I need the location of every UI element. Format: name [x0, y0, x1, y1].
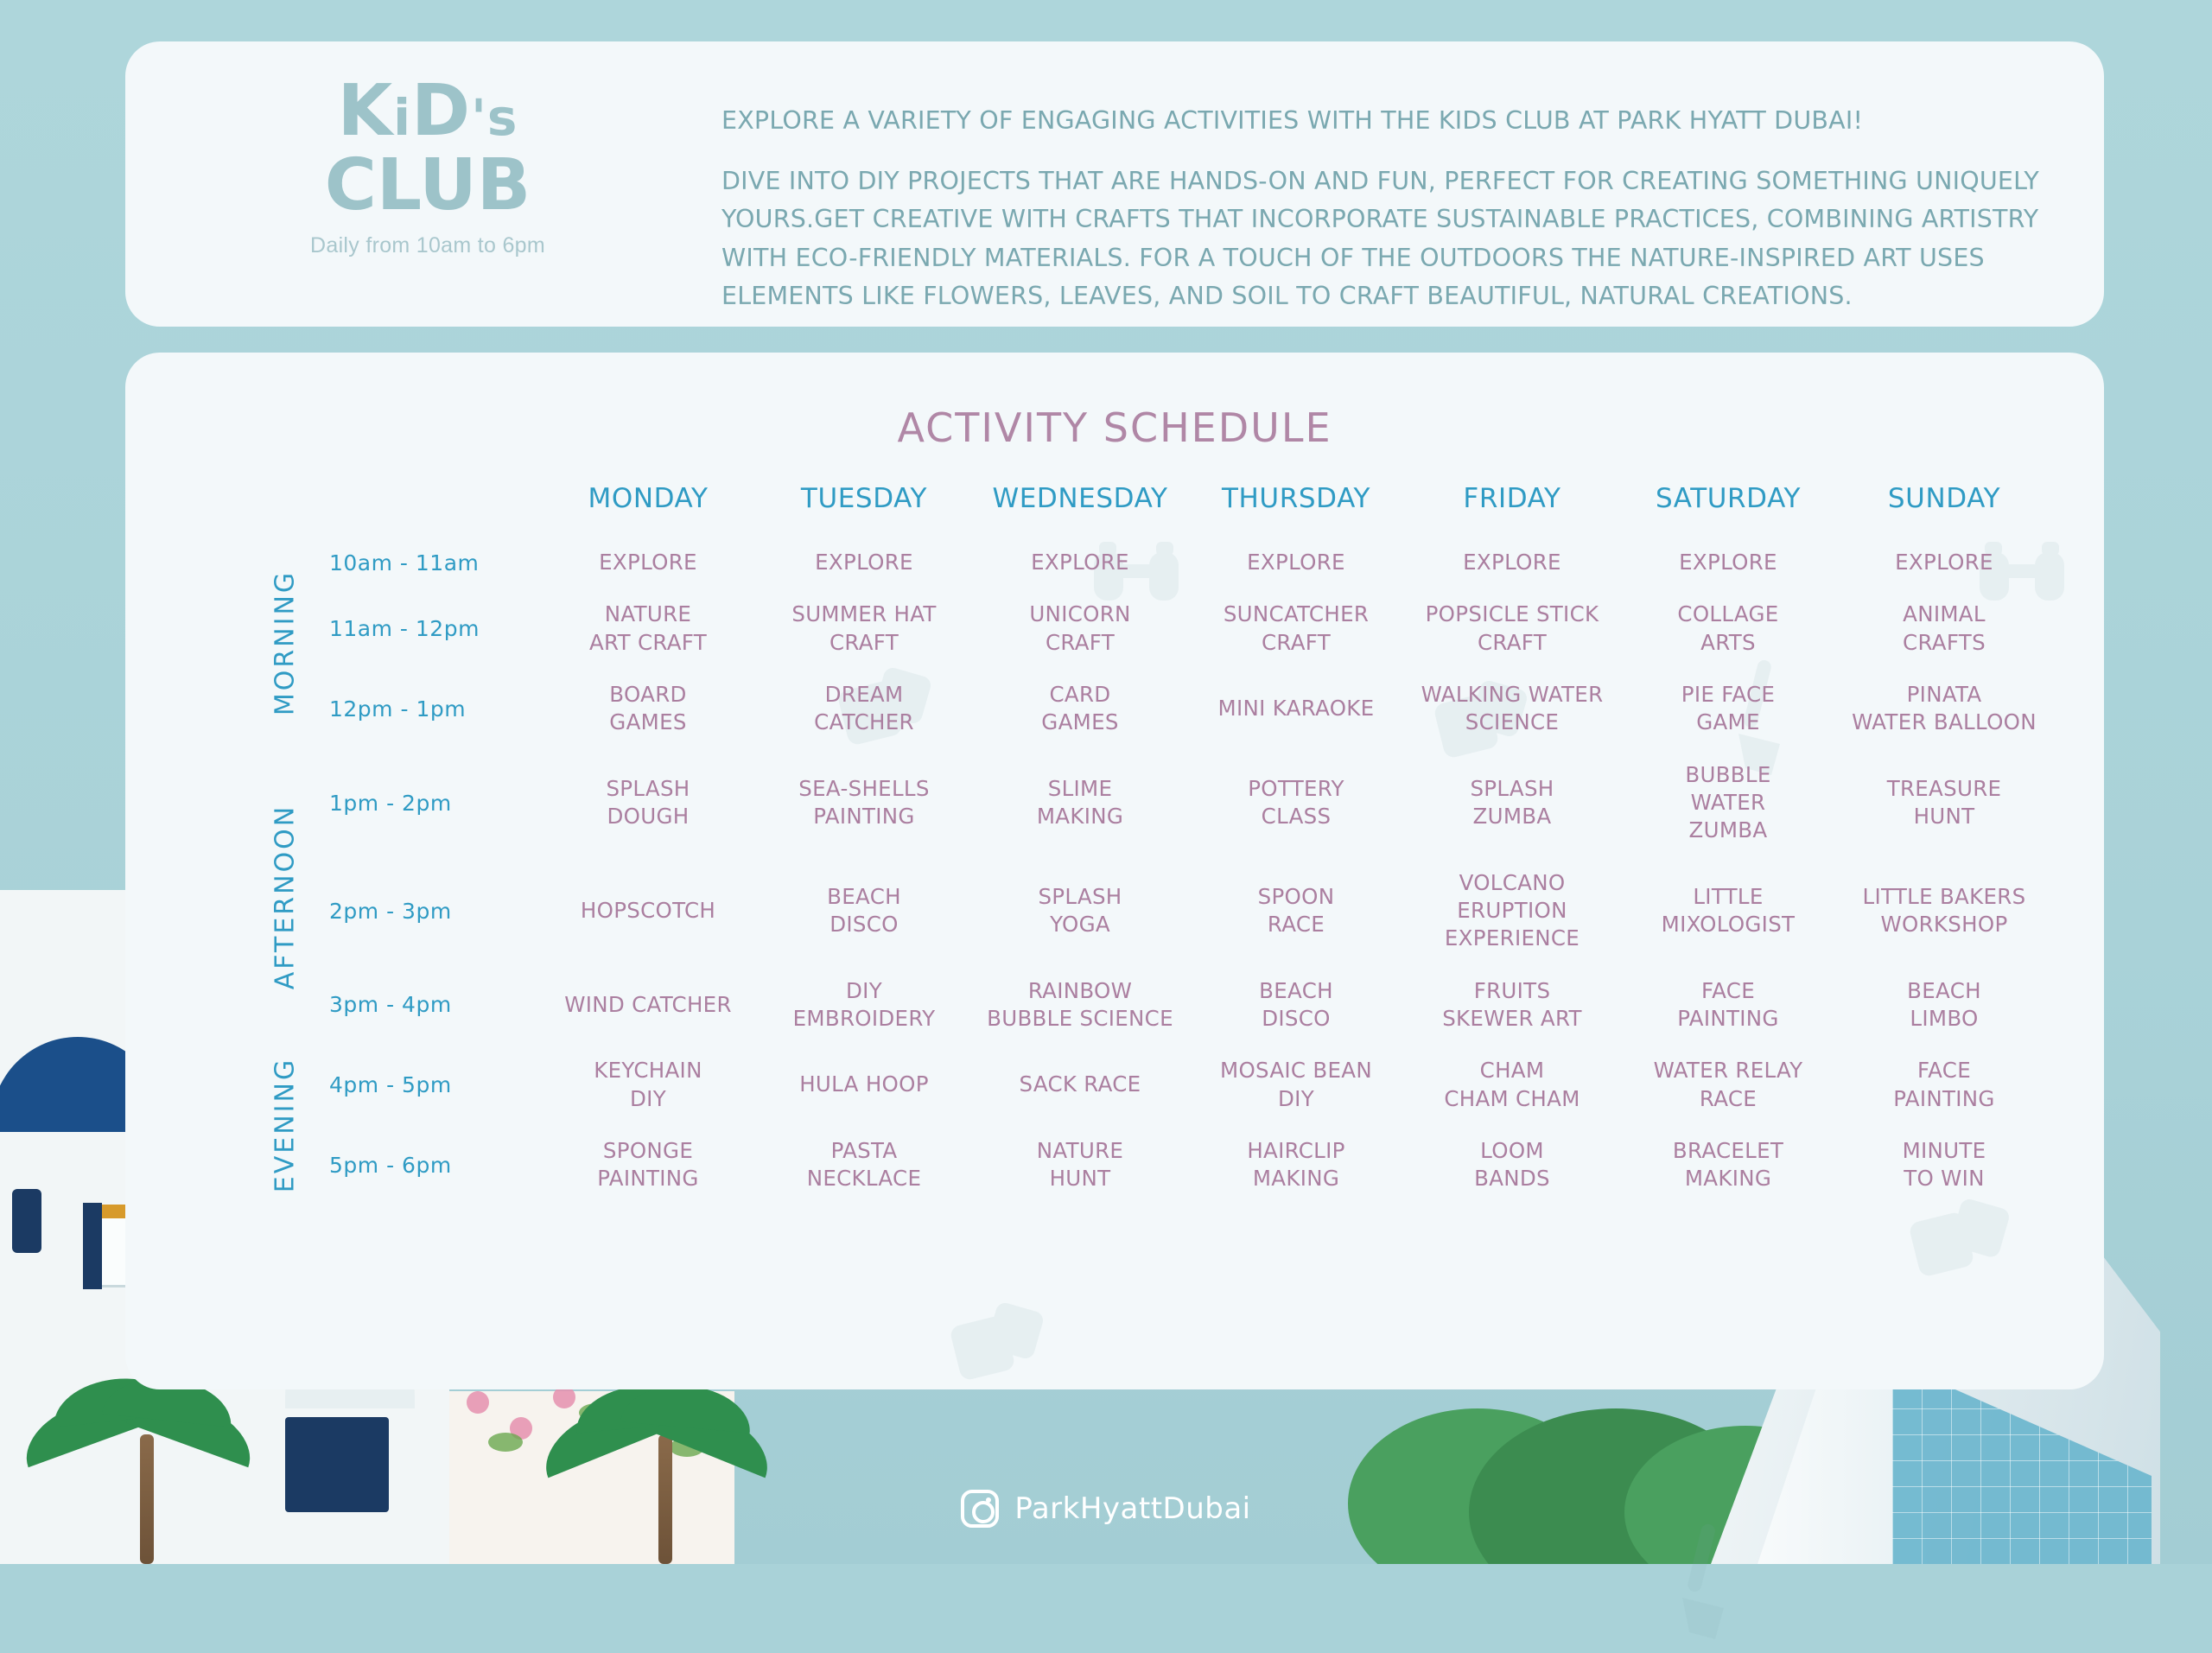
activity-cell: COLLAGE ARTS: [1677, 601, 1779, 655]
day-header-friday: FRIDAY: [1463, 483, 1561, 514]
activity-cell: CHAM CHAM CHAM: [1444, 1058, 1580, 1111]
day-header-saturday: SATURDAY: [1655, 483, 1802, 514]
time-slot: 1pm - 2pm: [329, 790, 452, 816]
activity-cell: ANIMAL CRAFTS: [1903, 601, 1986, 655]
time-slot: 12pm - 1pm: [329, 696, 467, 722]
table-row: [255, 1045, 2052, 1125]
header-intro-text: EXPLORE A VARIETY OF ENGAGING ACTIVITIES WITH THE KIDS CLUB AT PARK HYATT DUBAI!: [721, 106, 1864, 135]
activity-cell: NATURE HUNT: [1036, 1137, 1124, 1192]
header-card: [125, 41, 2104, 327]
time-slot: 4pm - 5pm: [329, 1072, 452, 1098]
activity-cell: PASTA NECKLACE: [806, 1137, 922, 1192]
activity-cell: SEA-SHELLS PAINTING: [798, 775, 930, 830]
activity-cell: MINI KARAOKE: [1217, 696, 1375, 722]
activity-cell: MOSAIC BEAN DIY: [1220, 1058, 1372, 1111]
header-body-text: DIVE INTO DIY PROJECTS THAT ARE HANDS-ON AND FUN, PERFECT FOR CREATING SOMETHING UNIQUELY YOURS.GET CREATIVE WITH CRAFTS THAT INCORPORATE SUSTAINABLE PRACTICES, COMBINING ARTISTRY WITH ECO-FRIENDLY MATERIALS. FOR A TOUCH OF THE OUTDOORS THE NATURE-INSPIRED ART USES ELEMENTS LIKE FLOWERS, LEAVES, AND SOIL TO CRAFT BEAUTIFUL, NATURAL CREATIONS.: [721, 167, 2040, 310]
activity-cell: DREAM CATCHER: [814, 681, 914, 735]
activity-cell: DIY EMBROIDERY: [792, 977, 936, 1031]
kids-club-logo: [264, 70, 592, 258]
activity-cell: MINUTE TO WIN: [1902, 1137, 1986, 1192]
activity-cell: PINATA WATER BALLOON: [1852, 681, 2037, 735]
activity-cell: SPLASH DOUGH: [606, 775, 690, 830]
schedule-grid: [255, 482, 2052, 1329]
shutter-frame: [83, 1203, 102, 1289]
day-header-thursday: THURSDAY: [1221, 483, 1370, 514]
activity-cell: FACE PAINTING: [1677, 977, 1779, 1031]
activity-cell: PIE FACE GAME: [1681, 681, 1776, 735]
time-slot: 3pm - 4pm: [329, 992, 452, 1018]
day-header-wednesday: WEDNESDAY: [992, 483, 1168, 514]
window: [12, 1189, 41, 1253]
logo-line-1: KiD's: [337, 70, 518, 152]
rail-label-evening: EVENING: [270, 1057, 301, 1193]
activity-cell: EXPLORE: [1031, 550, 1129, 575]
instagram-icon[interactable]: [961, 1490, 999, 1528]
activity-cell: POPSICLE STICK CRAFT: [1425, 601, 1599, 655]
activity-cell: NATURE ART CRAFT: [589, 601, 707, 655]
time-slot: 11am - 12pm: [329, 616, 480, 642]
rail-evening: [255, 1045, 315, 1205]
activity-cell: SUNCATCHER CRAFT: [1223, 601, 1370, 655]
rail-header: [255, 482, 315, 537]
table-header-row: [255, 482, 2052, 537]
table-row: [255, 588, 2052, 669]
activity-cell: BUBBLE WATER ZUMBA: [1685, 761, 1771, 843]
instagram-handle[interactable]: ParkHyattDubai: [1014, 1491, 1251, 1526]
time-column-header: [315, 482, 540, 537]
rail-afternoon: [255, 749, 315, 1046]
activity-cell: SPLASH ZUMBA: [1470, 775, 1554, 830]
activity-cell: SPOON RACE: [1257, 883, 1335, 938]
table-row: [255, 669, 2052, 749]
table-row: [255, 965, 2052, 1046]
day-header-tuesday: TUESDAY: [800, 483, 928, 514]
time-slot: 2pm - 3pm: [329, 898, 452, 924]
table-row: [255, 857, 2052, 965]
activity-cell: FRUITS SKEWER ART: [1442, 977, 1582, 1031]
activity-cell: CARD GAMES: [1041, 681, 1119, 735]
activity-cell: FACE PAINTING: [1893, 1058, 1995, 1111]
activity-cell: UNICORN CRAFT: [1029, 601, 1131, 655]
schedule-table: [255, 482, 2052, 1205]
activity-cell: BEACH LIMBO: [1907, 977, 1981, 1031]
activity-cell: SACK RACE: [1019, 1071, 1141, 1097]
activity-cell: HOPSCOTCH: [580, 897, 716, 923]
activity-cell: EXPLORE: [1679, 550, 1777, 575]
activity-cell: BEACH DISCO: [1259, 977, 1333, 1031]
table-row: [255, 749, 2052, 857]
day-header-sunday: SUNDAY: [1887, 483, 2001, 514]
day-header-monday: MONDAY: [588, 483, 709, 514]
activity-cell: EXPLORE: [1247, 550, 1345, 575]
header-description: [721, 102, 2069, 315]
activity-cell: LITTLE MIXOLOGIST: [1661, 883, 1796, 938]
table-row: [255, 537, 2052, 588]
time-slot: 5pm - 6pm: [329, 1152, 452, 1178]
activity-cell: BOARD GAMES: [609, 681, 687, 735]
activity-cell: LITTLE BAKERS WORKSHOP: [1862, 883, 2026, 938]
table-row: [255, 1125, 2052, 1205]
activity-cell: EXPLORE: [599, 550, 697, 575]
activity-cell: WALKING WATER SCIENCE: [1421, 681, 1604, 735]
activity-cell: POTTERY CLASS: [1248, 775, 1344, 830]
activity-cell: TREASURE HUNT: [1886, 775, 2002, 830]
activity-cell: RAINBOW BUBBLE SCIENCE: [987, 977, 1173, 1031]
logo-subtitle: Daily from 10am to 6pm: [310, 233, 545, 257]
palm-tree: [553, 1383, 778, 1564]
activity-cell: SPLASH YOGA: [1038, 883, 1122, 938]
activity-cell: SPONGE PAINTING: [597, 1137, 699, 1192]
activity-cell: HULA HOOP: [799, 1071, 929, 1097]
activity-cell: WIND CATCHER: [564, 991, 732, 1017]
activity-cell: EXPLORE: [1463, 550, 1561, 575]
schedule-body: [255, 537, 2052, 1205]
footer: [0, 1490, 2212, 1528]
activity-cell: WATER RELAY RACE: [1653, 1058, 1803, 1111]
activity-cell: BEACH DISCO: [827, 883, 901, 938]
rail-label-afternoon: AFTERNOON: [270, 804, 301, 990]
activity-cell: EXPLORE: [1895, 550, 1993, 575]
activity-cell: KEYCHAIN DIY: [594, 1058, 702, 1111]
schedule-card: [125, 353, 2104, 1389]
activity-cell: SLIME MAKING: [1036, 775, 1124, 830]
palm-tree: [35, 1374, 259, 1564]
activity-cell: EXPLORE: [815, 550, 913, 575]
activity-cell: VOLCANO ERUPTION EXPERIENCE: [1444, 869, 1580, 951]
activity-cell: BRACELET MAKING: [1672, 1137, 1784, 1192]
page-title: ACTIVITY SCHEDULE: [897, 404, 1332, 451]
activity-cell: SUMMER HAT CRAFT: [791, 601, 937, 655]
time-slot: 10am - 11am: [329, 550, 480, 575]
rail-label-morning: MORNING: [270, 569, 301, 715]
activity-cell: HAIRCLIP MAKING: [1247, 1137, 1345, 1192]
rail-morning: [255, 537, 315, 749]
logo-line-2: CLUB: [324, 144, 531, 226]
activity-cell: LOOM BANDS: [1474, 1137, 1550, 1192]
